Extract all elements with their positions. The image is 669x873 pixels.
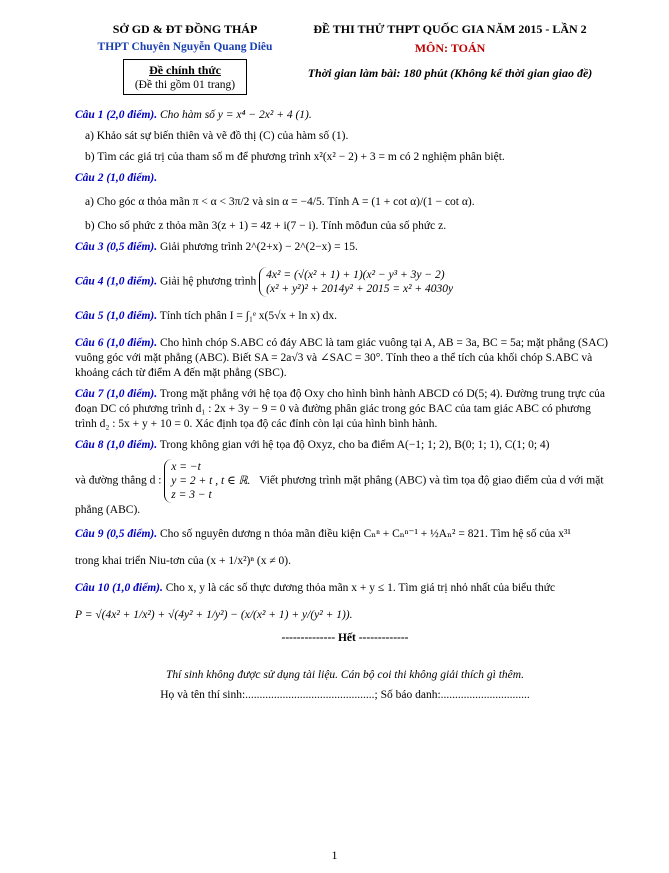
question-label: Câu 8 (1,0 điểm). xyxy=(75,439,158,451)
question-1-part-a: a) Khảo sát sự biến thiên và vẽ đồ thị (C) của hàm số (1). xyxy=(85,130,349,142)
parametric-system xyxy=(164,459,256,503)
subject-name: MÔN: TOÁN xyxy=(414,41,486,55)
question-8-task: Viết phương trình mặt phẳng (ABC) và tìm tọa độ giao điểm của d với mặt phẳng (ABC). xyxy=(75,474,604,516)
question-label: Câu 2 (1,0 điểm). xyxy=(75,172,158,184)
question-7 xyxy=(75,387,615,432)
question-label: Câu 6 (1,0 điểm). xyxy=(75,337,158,349)
school-name: THPT Chuyên Nguyễn Quang Diêu xyxy=(97,41,273,53)
system-equation-1: 4x² = (√(x² + 1) + 1)(x² − y³ + 3y − 2) xyxy=(266,269,445,281)
question-text: Cho hình chóp S.ABC có đáy ABC là tam giác vuông tại A, AB = 3a, BC = 5a; mặt phẳng (SAC) vuông góc với mặt phẳng (ABC). Biết SA = 2a√3 và ∠SAC = 30°. Tính theo a thể tích của khối chóp S.ABC và khoảng cách từ điểm A đến mặt phẳng (SBC). xyxy=(75,337,609,379)
question-2-part-a: a) Cho góc α thỏa mãn π < α < 3π/2 và sin α = −4/5. Tính A = (1 + cot α)/(1 − cot α). xyxy=(85,196,475,208)
question-4 xyxy=(75,267,615,297)
official-box xyxy=(123,59,247,95)
question-2-part-b: b) Cho số phức z thỏa mãn 3(z + 1) = 4z̄ + i(7 − i). Tính môđun của số phức z. xyxy=(85,220,447,232)
page-number: 1 xyxy=(331,848,338,862)
question-label: Câu 4 (1,0 điểm). xyxy=(75,275,158,288)
question-10-expression: P = √(4x² + 1/x²) + √(4y² + 1/y²) − (x/(x² + 1) + y/(y² + 1)). xyxy=(75,609,353,621)
question-9-continuation: trong khai triển Niu-tơn của (x + 1/x²)ⁿ (x ≠ 0). xyxy=(75,555,291,567)
equation-system xyxy=(259,267,459,297)
end-marker: -------------- Hết ------------- xyxy=(281,632,409,644)
question-3 xyxy=(75,240,615,255)
question-text: Cho hàm số y = x⁴ − 2x² + 4 (1). xyxy=(159,109,312,121)
questions-list xyxy=(75,108,615,703)
question-8 xyxy=(75,438,615,453)
question-text: Trong mặt phẳng với hệ tọa độ Oxy cho hình bình hành ABCD có D(5; 4). Đường trung trực của đoạn DC có phương trình d₁ : 2x + 3y − 9 = 0 và đường phân giác trong góc BAC của tam giác ABC có phương trình d₂ : 5x + y + 10 = 0. Xác định tọa độ các đỉnh còn lại của hình bình hành. xyxy=(75,388,605,430)
pages-note: (Đề thi gồm 01 trang) xyxy=(134,79,236,91)
question-text: Cho x, y là các số thực dương thỏa mãn x + y ≤ 1. Tìm giá trị nhỏ nhất của biểu thức xyxy=(165,582,556,594)
question-9 xyxy=(75,527,615,542)
question-label: Câu 3 (0,5 điểm). xyxy=(75,241,158,253)
question-label: Câu 5 (1,0 điểm). xyxy=(75,310,158,322)
question-1-part-b: b) Tìm các giá trị của tham số m để phương trình x²(x² − 2) + 3 = m có 2 nghiệm phân biệt. xyxy=(85,151,505,163)
question-1 xyxy=(75,108,615,123)
question-5 xyxy=(75,309,615,324)
question-8-line xyxy=(75,459,615,518)
param-z: z = 3 − t xyxy=(171,489,212,501)
department-name: SỞ GD & ĐT ĐỒNG THÁP xyxy=(112,22,258,36)
exam-duration: Thời gian làm bài: 180 phút (Không kể thời gian giao đề) xyxy=(307,66,593,80)
line-definition-prefix: và đường thẳng d : xyxy=(75,474,162,487)
question-label: Câu 1 (2,0 điểm). xyxy=(75,109,158,121)
param-y: y = 2 + t , t ∈ ℝ. xyxy=(171,475,251,487)
question-label: Câu 10 (1,0 điểm). xyxy=(75,582,163,594)
question-6 xyxy=(75,336,615,381)
question-text: Trong không gian với hệ tọa độ Oxyz, cho ba điểm A(−1; 1; 2), B(0; 1; 1), C(1; 0; 4) xyxy=(159,439,550,451)
official-label: Đề chính thức xyxy=(149,63,221,77)
header-left xyxy=(60,22,310,95)
question-text: Giải phương trình 2^(2+x) − 2^(2−x) = 15. xyxy=(159,241,358,253)
param-x: x = −t xyxy=(171,461,201,473)
question-2 xyxy=(75,171,615,186)
question-10 xyxy=(75,581,615,596)
question-label: Câu 7 (1,0 điểm). xyxy=(75,388,158,400)
footer-note: Thí sinh không được sử dụng tài liệu. Cán bộ coi thi không giải thích gì thêm. xyxy=(166,669,524,681)
question-text: Cho số nguyên dương n thỏa mãn điều kiện Cₙⁿ + Cₙⁿ⁻¹ + ½Aₙ² = 821. Tìm hệ số của x³¹ xyxy=(159,528,571,540)
candidate-info: Họ và tên thí sinh:.............................................; Số báo danh:............................... xyxy=(160,689,530,701)
question-text: Giải hệ phương trình xyxy=(159,275,257,288)
system-equation-2: (x² + y²)² + 2014y² + 2015 = x² + 4030y xyxy=(266,283,454,295)
header-right xyxy=(290,22,610,81)
exam-title: ĐỀ THI THỬ THPT QUỐC GIA NĂM 2015 - LẦN 2 xyxy=(313,22,587,36)
question-label: Câu 9 (0,5 điểm). xyxy=(75,528,158,540)
question-text: Tính tích phân I = ∫₁ᵉ x(5√x + ln x) dx. xyxy=(159,310,338,322)
